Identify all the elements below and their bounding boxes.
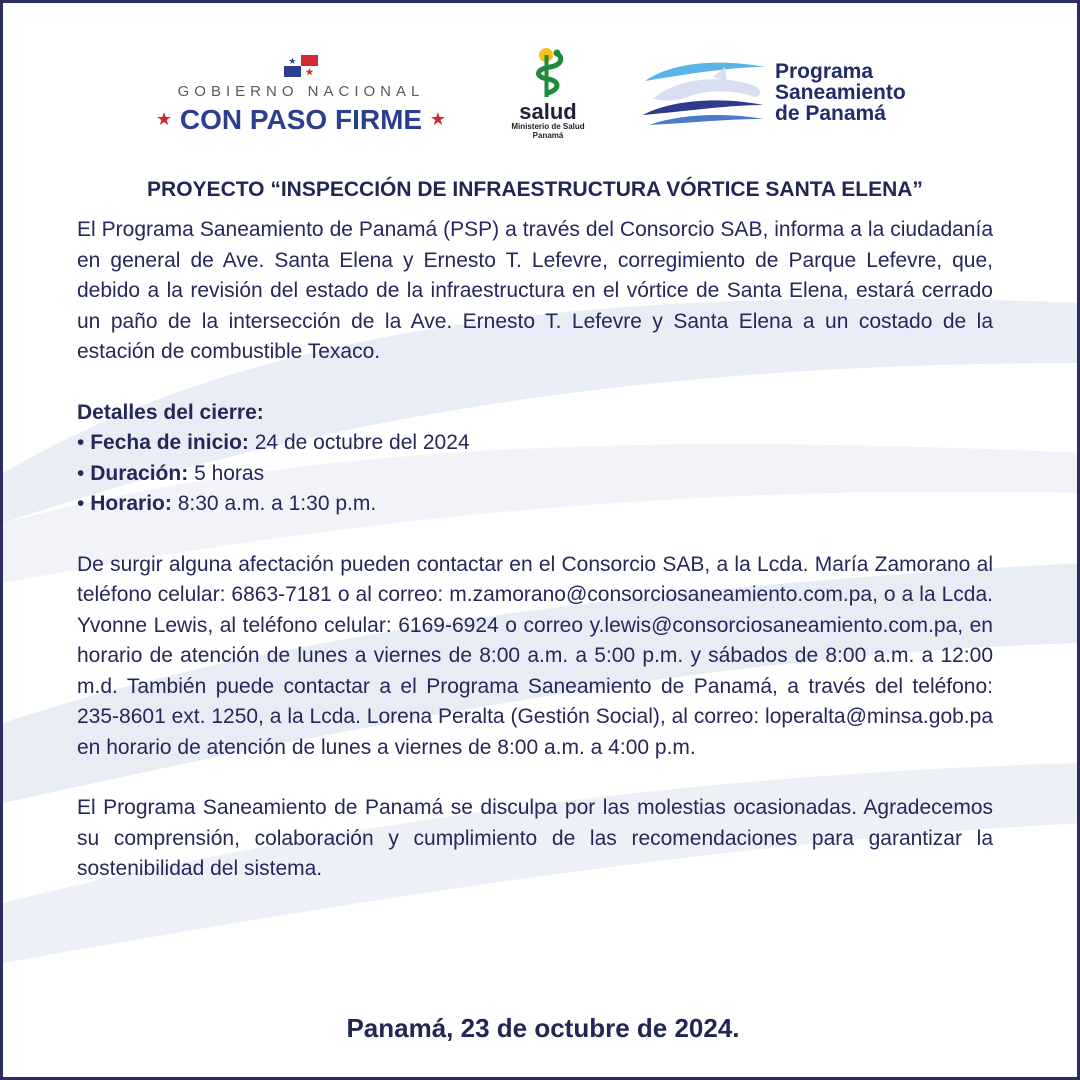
psp-wordmark — [775, 61, 906, 124]
salud-subtitle: Ministerio de Salud — [511, 122, 585, 131]
gobierno-top-text: GOBIERNO NACIONAL — [177, 83, 425, 100]
star-icon: ★ — [156, 109, 173, 129]
intro-paragraph: El Programa Saneamiento de Panamá (PSP) a través del Consorcio SAB, informa a la ciudadanía en general de Ave. Santa Elena y Ernesto T. Lefevre, corregimiento de Parque Lefevre, que, debido a la revisión del estado de la infraestructura en el vórtice de Santa Elena, estará cerrado un paño de la intersección de la Ave. Ernesto T. Lefevre y Santa Elena a un costado de la estación de combustible Texaco. — [77, 218, 993, 363]
panama-flag-icon — [284, 55, 318, 77]
date-signature: Panamá, 23 de octubre de 2024. — [346, 1013, 740, 1043]
detail-item — [77, 489, 993, 520]
detail-value: 8:30 a.m. a 1:30 p.m. — [177, 492, 377, 515]
detail-value: 5 horas — [194, 461, 265, 485]
salud-subtitle-country: Panamá — [532, 131, 564, 140]
star-icon: ★ — [429, 109, 446, 129]
announcement-body — [77, 175, 993, 885]
bullet: • — [77, 431, 85, 454]
details-heading: Detalles del cierre: — [77, 400, 264, 424]
gobierno-slogan: CON PASO FIRME — [179, 104, 423, 135]
detail-value: 24 de octubre del 2024 — [254, 431, 470, 454]
header-logos — [3, 3, 1080, 153]
psp-line: de Panamá — [775, 102, 886, 125]
contact-paragraph: De surgir alguna afectación pueden contactar en el Consorcio SAB, a la Lcda. María Zamorano al teléfono celular: 6863-7181 o al correo: m.zamorano@consorciosaneamiento.com.pa, o a la Lcda. Yvonne Lewis, al teléfono celular: 6169-6924 o correo y.lewis@consorciosaneamiento.com.pa, en horario de atención de lunes a viernes de 8:00 a.m. a 5:00 p.m. y sábados de 8:00 a.m. a 12:00 m.d. También puede contactar a el Programa Saneamiento de Panamá, a través del teléfono: 235-8601 ext. 1250, a la Lcda. Lorena Peralta (Gestión Social), al correo: loperalta@minsa.gob.pa en horario de atención de lunes a viernes de 8:00 a.m. a 4:00 p.m. — [77, 552, 993, 759]
dolphin-icon — [643, 59, 768, 129]
page-title: PROYECTO “INSPECCIÓN DE INFRAESTRUCTURA VÓRTICE SANTA ELENA” — [147, 178, 923, 201]
detail-label: Fecha de inicio: — [90, 431, 249, 454]
detail-label: Duración: — [90, 461, 189, 485]
apology-paragraph: El Programa Saneamiento de Panamá se disculpa por las molestias ocasionadas. Agradecemos su comprensión, colaboración y cumplimiento de las recomendaciones para garantizar la sostenibilidad del sistema. — [77, 796, 993, 880]
detail-label: Horario: — [90, 492, 172, 515]
gobierno-main-text — [151, 101, 451, 138]
psp-line: Saneamiento — [775, 81, 906, 104]
psp-logo — [643, 57, 953, 137]
minsa-logo — [503, 47, 593, 140]
salud-wordmark: salud — [519, 99, 577, 124]
gobierno-logo — [151, 55, 451, 138]
bullet: • — [77, 492, 85, 515]
bullet: • — [77, 461, 85, 485]
caduceus-icon — [528, 47, 568, 99]
psp-line: Programa — [775, 60, 874, 83]
detail-item — [77, 428, 993, 459]
detail-item — [77, 459, 993, 490]
